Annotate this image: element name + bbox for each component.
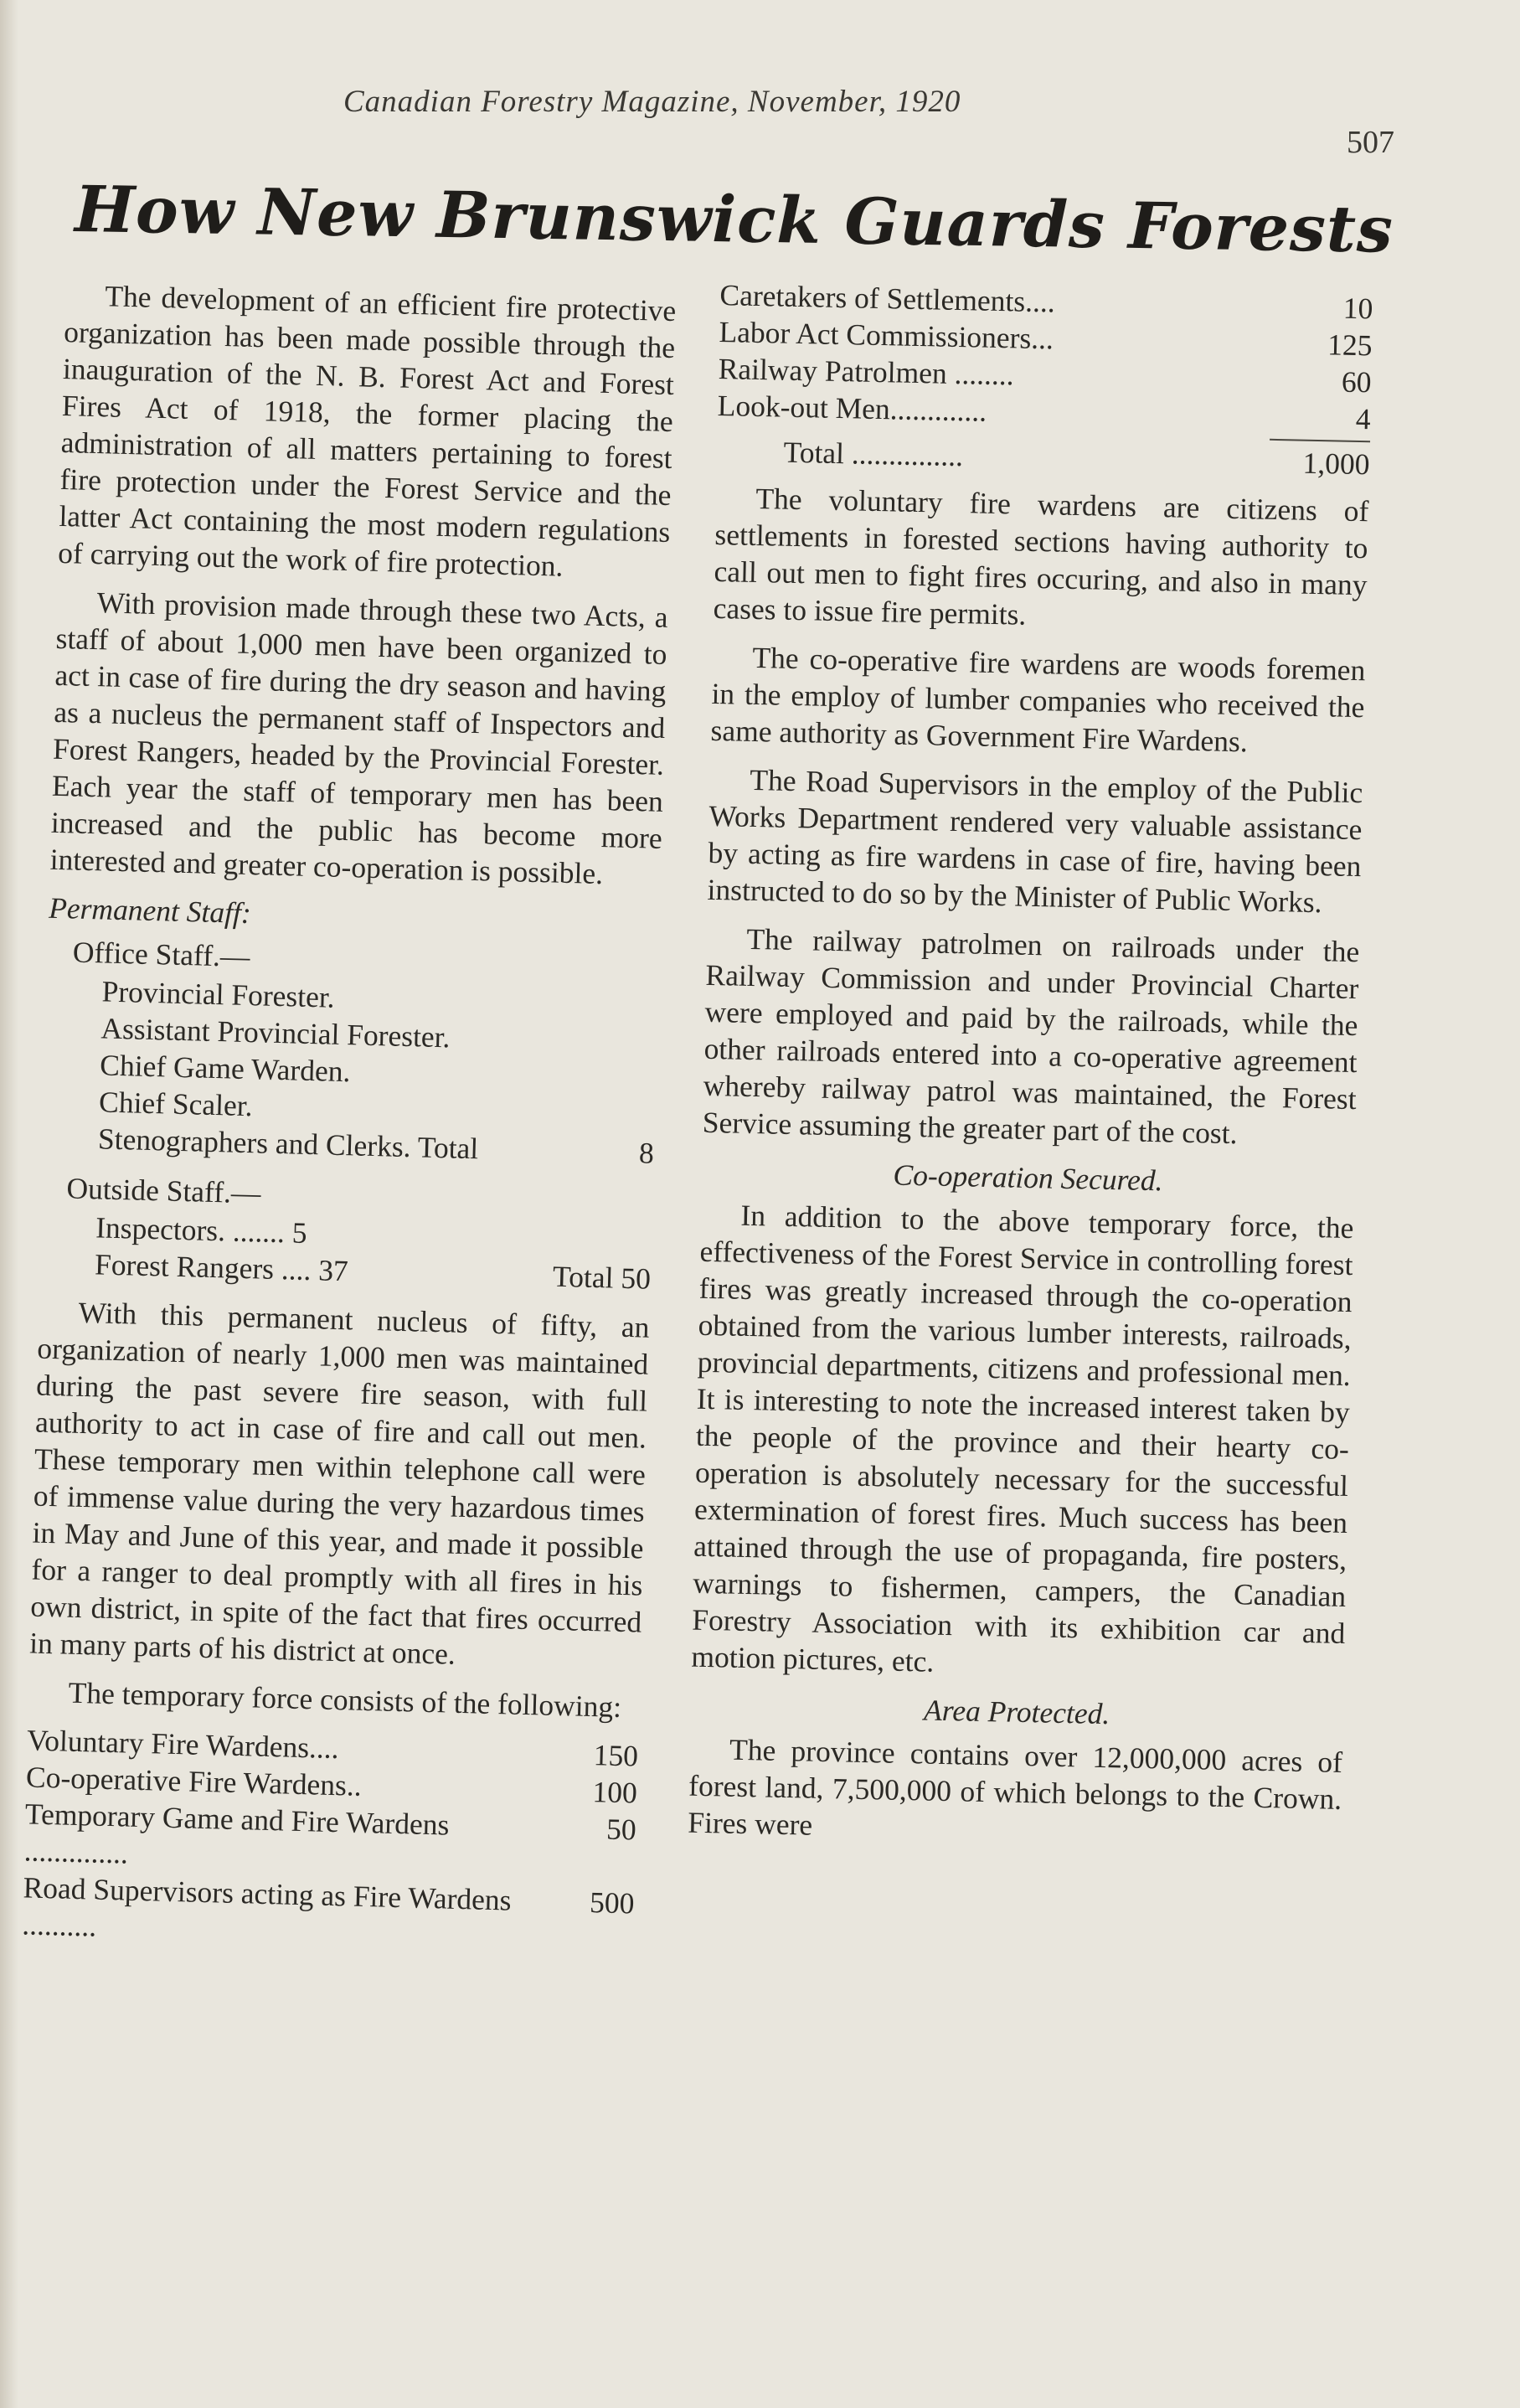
paragraph: The development of an efficient fire protective organization has been made possible through the inauguration of the N. B. Forest Act and Forest Fires Act of 1918, the former placing the administration of all matters pertaining to forest fire protection under the Forest Service and the latter Act containing the most modern regulations of carrying out the work of fire protection. [57,279,677,583]
running-head: Canadian Forestry Magazine, November, 1920 [343,85,961,119]
office-staff-item: Stenographers and Clerks. Total [97,1121,479,1166]
table-row [22,1869,635,1958]
force-label: Labor Act Commissioners... [719,314,1054,356]
outside-staff-item: Inspectors. ....... 5 [95,1210,308,1250]
section-heading: Co-operation Secured. [893,1158,1163,1198]
force-table [22,1721,639,1958]
force-label: Look-out Men............. [717,388,987,428]
force-value: 10 [1342,291,1373,326]
right-column [688,276,1373,1866]
force-value: 125 [1327,327,1373,363]
outside-staff-item: Forest Rangers .... 37 [94,1247,349,1288]
force-label: Caretakers of Settlements.... [719,277,1056,319]
office-staff-item: Provincial Forester. [101,974,336,1014]
outside-staff-total: Total 50 [552,1259,652,1296]
force-table-continued [716,276,1373,482]
paragraph: With provision made through these two Acts, a staff of about 1,000 men have been organized to act in case of fire during the dry season and having as a nucleus the permanent staff of Inspectors and Forest Rangers, headed by the Provincial Forester. Each year the staff of temporary men has been increased and the public has become more interested and greater co-operation is possible. [49,585,669,891]
office-staff-item: Chief Game Warden. [99,1048,351,1089]
paragraph: The co-operative fire wardens are woods foremen in the employ of lumber companies who received the same authority as Government Fire Wardens. [710,640,1366,759]
paragraph: The Road Supervisors in the employ of the Public Works Department rendered very valuable assistance by acting as fire wardens in case of fire, having been instructed to do so by the Minister of Public Works. [707,762,1363,920]
paragraph: The temporary force consists of the following: [68,1675,622,1724]
force-value: 60 [1341,364,1372,400]
force-value: 150 [593,1738,639,1773]
outside-staff-heading: Outside Staff.— [65,1171,262,1210]
office-staff-item: Assistant Provincial Forester. [100,1011,451,1054]
article-title: How New Brunswick Guards Forests [74,172,1394,267]
force-label: Temporary Game and Fire Wardens .............. [23,1797,450,1870]
total-row [783,434,1370,483]
force-value: 500 [589,1885,635,1921]
paragraph: The voluntary fire wardens are citizens of settlements in forested sections having authority to call out men to fight fires occuring, and also in many cases to issue fire permits. [713,481,1369,632]
force-value: 100 [592,1775,638,1810]
force-value: 4 [1355,401,1372,436]
page-number: 507 [1347,125,1394,160]
total-label: Total ............... [783,435,964,473]
paragraph: With this permanent nucleus of fifty, an organization of nearly 1,000 men was maintained during the past severe fire season, with full authority to act in case of fire and call out men. These temporary men within telephone call were of immense value during the very hazardous times in May and June of this year, and made it possible for a ranger to deal promptly with all fires in his own district, in spite of the fact that fires occurred in many parts of his district at once. [28,1295,650,1671]
office-staff-heading: Office Staff.— [72,935,250,974]
force-label: Railway Patrolmen ........ [718,351,1015,392]
left-column [22,276,677,1968]
section-heading: Area Protected. [923,1693,1110,1731]
page-edge-shadow [0,0,18,2408]
paragraph: In addition to the above temporary force, the effectiveness of the Forest Service in controlling forest fires was greatly increased through the co-operation obtained from the various lumber interests, railroads, provincial departments, citizens and professional men. It is interesting to note the increased interest taken by the people of the province and their hearty co-operation is absolutely necessary for the successful extermination of forest fires. Much success has been attained through the use of propaganda, fire posters, warnings to fishermen, campers, the Canadian Forestry Association with its exhibition car and motion pictures, etc. [691,1198,1354,1678]
office-staff-item: Chief Scaler. [98,1085,254,1123]
permanent-staff-heading: Permanent Staff: [48,890,252,931]
force-label: Road Supervisors acting as Fire Wardens .......... [21,1870,513,1943]
total-value: 1,000 [1302,446,1370,482]
force-label: Voluntary Fire Wardens.... [26,1723,340,1766]
paragraph: The province contains over 12,000,000 acres of forest land, 7,500,000 of which belongs to the Crown. Fires were [687,1732,1343,1842]
force-value: 50 [605,1812,637,1847]
force-label: Co-operative Fire Wardens.. [25,1760,363,1802]
paragraph: The railway patrolmen on railroads under the Railway Commission and under Provincial Charter were employed and paid by the railroads, while the other railroads entered into a co-operative agreement whereby railway patrol was maintained, the Forest Service assuming the greater part of the cost. [702,921,1360,1151]
office-staff-total: 8 [638,1136,655,1170]
